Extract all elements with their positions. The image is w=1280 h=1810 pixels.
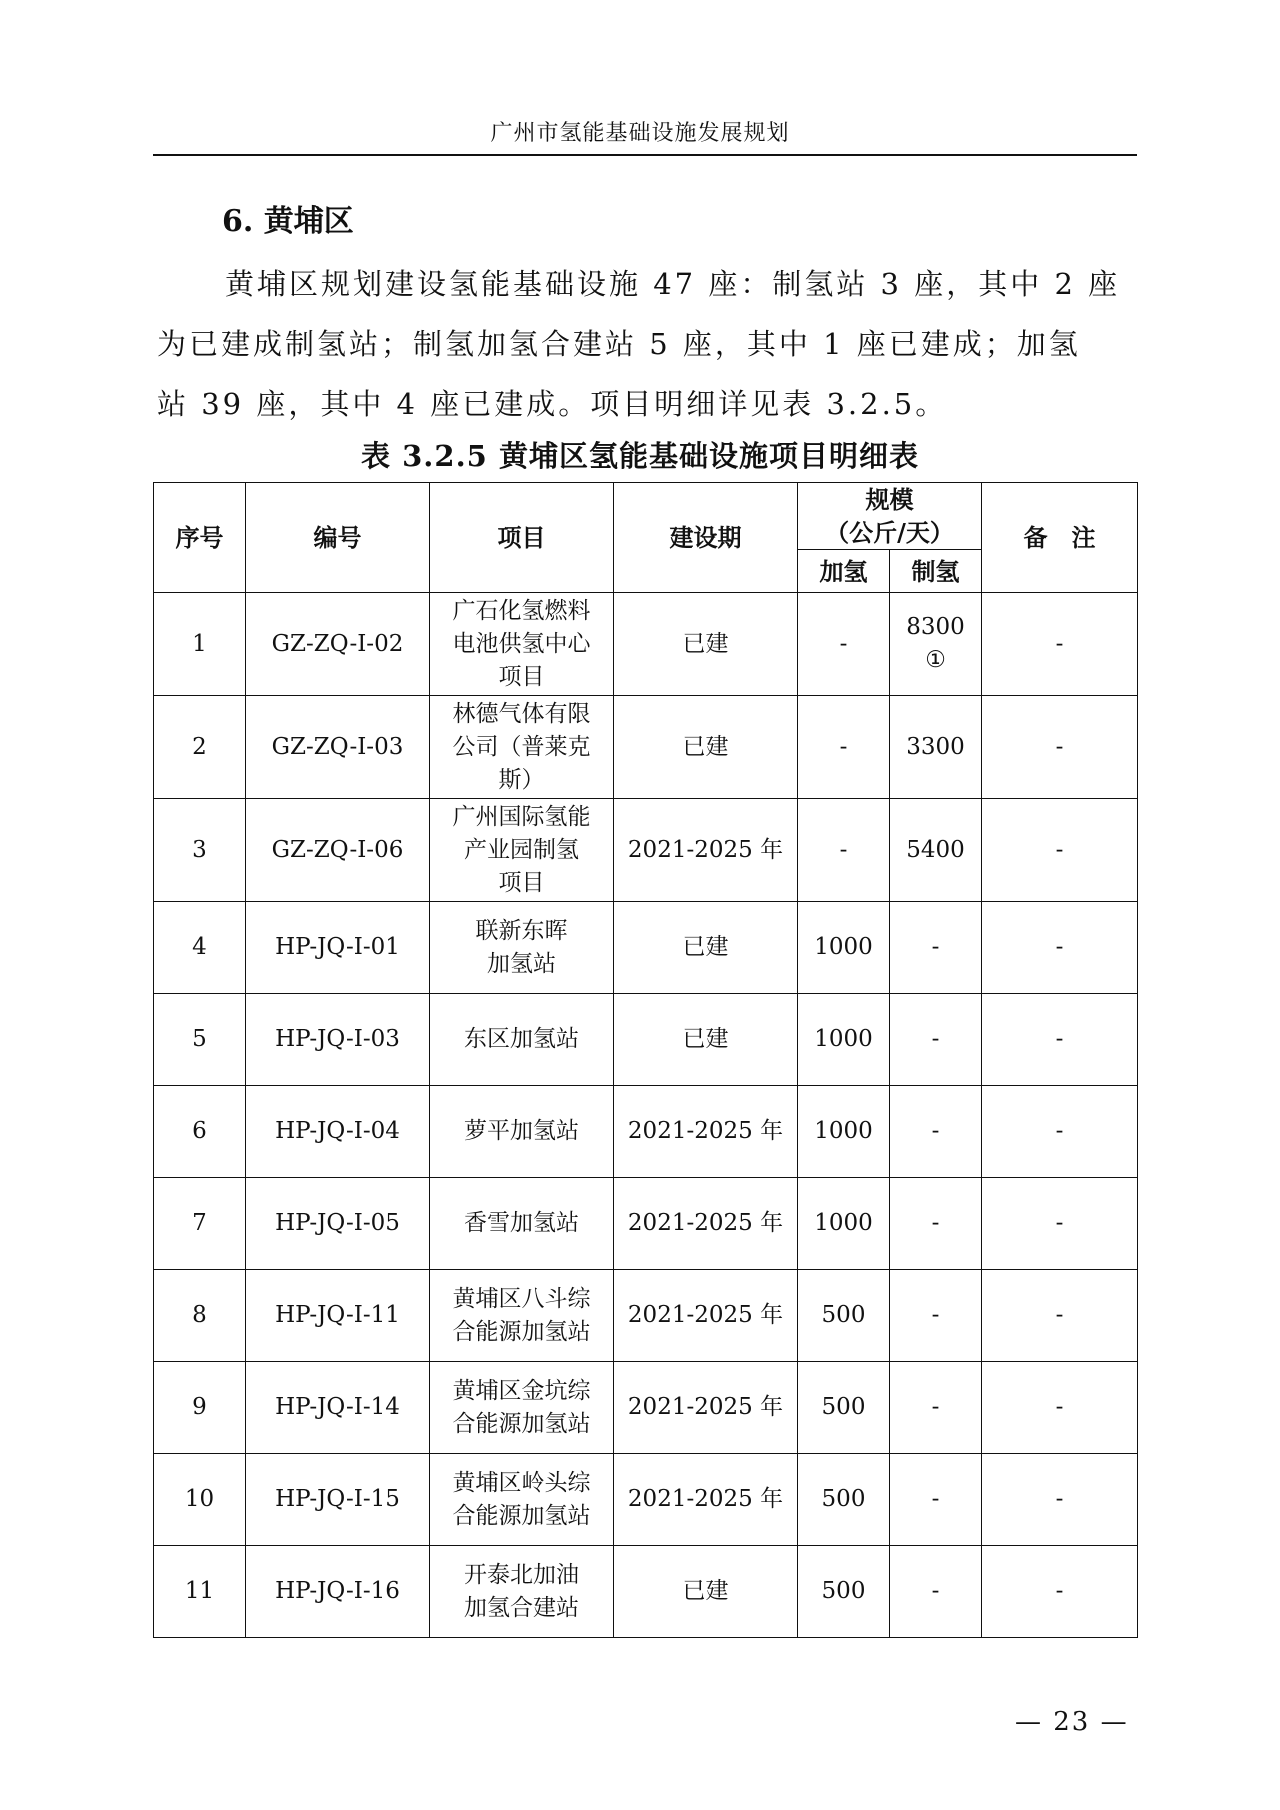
cell-project: 联新东晖 加氢站 <box>430 902 614 994</box>
cell-refuel: 500 <box>798 1270 890 1362</box>
cell-period: 2021-2025 年 <box>614 1086 798 1178</box>
cell-note: - <box>982 994 1138 1086</box>
cell-refuel: 1000 <box>798 902 890 994</box>
cell-produce: - <box>890 1270 982 1362</box>
header-scale: 规模 （公斤/天） <box>798 483 982 550</box>
cell-note: - <box>982 593 1138 696</box>
table-row <box>154 1178 1138 1270</box>
cell-project: 香雪加氢站 <box>430 1178 614 1270</box>
cell-produce: 5400 <box>890 799 982 902</box>
cell-code: GZ-ZQ-I-06 <box>246 799 430 902</box>
header-project: 项目 <box>430 483 614 593</box>
table-row <box>154 1454 1138 1546</box>
cell-refuel: 500 <box>798 1546 890 1638</box>
header-code: 编号 <box>246 483 430 593</box>
cell-seq: 1 <box>154 593 246 696</box>
cell-produce: 8300 ① <box>890 593 982 696</box>
cell-code: HP-JQ-I-14 <box>246 1362 430 1454</box>
cell-project: 黄埔区金坑综 合能源加氢站 <box>430 1362 614 1454</box>
cell-refuel: 1000 <box>798 994 890 1086</box>
table-row <box>154 1270 1138 1362</box>
table-row <box>154 1086 1138 1178</box>
page-number: — 23 — <box>1015 1707 1129 1737</box>
cell-period: 已建 <box>614 593 798 696</box>
cell-produce: - <box>890 1178 982 1270</box>
cell-code: GZ-ZQ-I-02 <box>246 593 430 696</box>
table-row <box>154 593 1138 696</box>
table-row <box>154 994 1138 1086</box>
cell-produce: - <box>890 1362 982 1454</box>
cell-code: HP-JQ-I-11 <box>246 1270 430 1362</box>
cell-note: - <box>982 902 1138 994</box>
cell-period: 已建 <box>614 994 798 1086</box>
cell-period: 2021-2025 年 <box>614 1178 798 1270</box>
cell-code: GZ-ZQ-I-03 <box>246 696 430 799</box>
cell-project: 黄埔区八斗综 合能源加氢站 <box>430 1270 614 1362</box>
cell-produce: - <box>890 1546 982 1638</box>
header-note: 备 注 <box>982 483 1138 593</box>
cell-project: 萝平加氢站 <box>430 1086 614 1178</box>
paragraph-line: 黄埔区规划建设氢能基础设施 47 座：制氢站 3 座，其中 2 座 <box>225 267 1121 301</box>
cell-seq: 10 <box>154 1454 246 1546</box>
project-table <box>153 482 1138 1638</box>
cell-period: 已建 <box>614 696 798 799</box>
cell-code: HP-JQ-I-04 <box>246 1086 430 1178</box>
table-row <box>154 696 1138 799</box>
cell-produce: - <box>890 902 982 994</box>
cell-note: - <box>982 799 1138 902</box>
cell-seq: 8 <box>154 1270 246 1362</box>
cell-note: - <box>982 1546 1138 1638</box>
cell-refuel: - <box>798 593 890 696</box>
cell-seq: 7 <box>154 1178 246 1270</box>
cell-seq: 4 <box>154 902 246 994</box>
cell-seq: 2 <box>154 696 246 799</box>
cell-seq: 6 <box>154 1086 246 1178</box>
cell-project: 广石化氢燃料 电池供氢中心 项目 <box>430 593 614 696</box>
cell-code: HP-JQ-I-16 <box>246 1546 430 1638</box>
cell-period: 2021-2025 年 <box>614 1270 798 1362</box>
running-header: 广州市氢能基础设施发展规划 <box>490 121 790 146</box>
cell-produce: - <box>890 1086 982 1178</box>
cell-seq: 9 <box>154 1362 246 1454</box>
cell-project: 林德气体有限 公司（普莱克 斯） <box>430 696 614 799</box>
table-title: 表 3.2.5 黄埔区氢能基础设施项目明细表 <box>361 439 919 473</box>
table-row <box>154 902 1138 994</box>
cell-note: - <box>982 696 1138 799</box>
cell-period: 已建 <box>614 1546 798 1638</box>
header-scale-produce: 制氢 <box>890 550 982 593</box>
table-row <box>154 799 1138 902</box>
cell-refuel: - <box>798 696 890 799</box>
cell-note: - <box>982 1086 1138 1178</box>
header-period: 建设期 <box>614 483 798 593</box>
table-row <box>154 1362 1138 1454</box>
cell-project: 东区加氢站 <box>430 994 614 1086</box>
cell-period: 已建 <box>614 902 798 994</box>
cell-refuel: 1000 <box>798 1178 890 1270</box>
section-heading: 6. 黄埔区 <box>222 204 354 239</box>
cell-code: HP-JQ-I-15 <box>246 1454 430 1546</box>
table-row <box>154 1546 1138 1638</box>
header-rule <box>153 154 1137 156</box>
cell-note: - <box>982 1362 1138 1454</box>
cell-code: HP-JQ-I-05 <box>246 1178 430 1270</box>
cell-project: 广州国际氢能 产业园制氢 项目 <box>430 799 614 902</box>
cell-project: 黄埔区岭头综 合能源加氢站 <box>430 1454 614 1546</box>
cell-seq: 3 <box>154 799 246 902</box>
cell-seq: 11 <box>154 1546 246 1638</box>
cell-project: 开泰北加油 加氢合建站 <box>430 1546 614 1638</box>
paragraph-line: 站 39 座，其中 4 座已建成。项目明细详见表 3.2.5。 <box>157 387 948 421</box>
cell-produce: - <box>890 1454 982 1546</box>
cell-note: - <box>982 1270 1138 1362</box>
cell-refuel: 500 <box>798 1454 890 1546</box>
cell-refuel: - <box>798 799 890 902</box>
cell-code: HP-JQ-I-01 <box>246 902 430 994</box>
cell-note: - <box>982 1454 1138 1546</box>
cell-code: HP-JQ-I-03 <box>246 994 430 1086</box>
cell-produce: 3300 <box>890 696 982 799</box>
cell-refuel: 500 <box>798 1362 890 1454</box>
cell-produce: - <box>890 994 982 1086</box>
header-scale-refuel: 加氢 <box>798 550 890 593</box>
cell-note: - <box>982 1178 1138 1270</box>
cell-refuel: 1000 <box>798 1086 890 1178</box>
header-seq: 序号 <box>154 483 246 593</box>
cell-period: 2021-2025 年 <box>614 799 798 902</box>
paragraph-line: 为已建成制氢站；制氢加氢合建站 5 座，其中 1 座已建成；加氢 <box>157 327 1081 361</box>
cell-period: 2021-2025 年 <box>614 1362 798 1454</box>
body-paragraph <box>157 254 1137 434</box>
cell-seq: 5 <box>154 994 246 1086</box>
cell-period: 2021-2025 年 <box>614 1454 798 1546</box>
